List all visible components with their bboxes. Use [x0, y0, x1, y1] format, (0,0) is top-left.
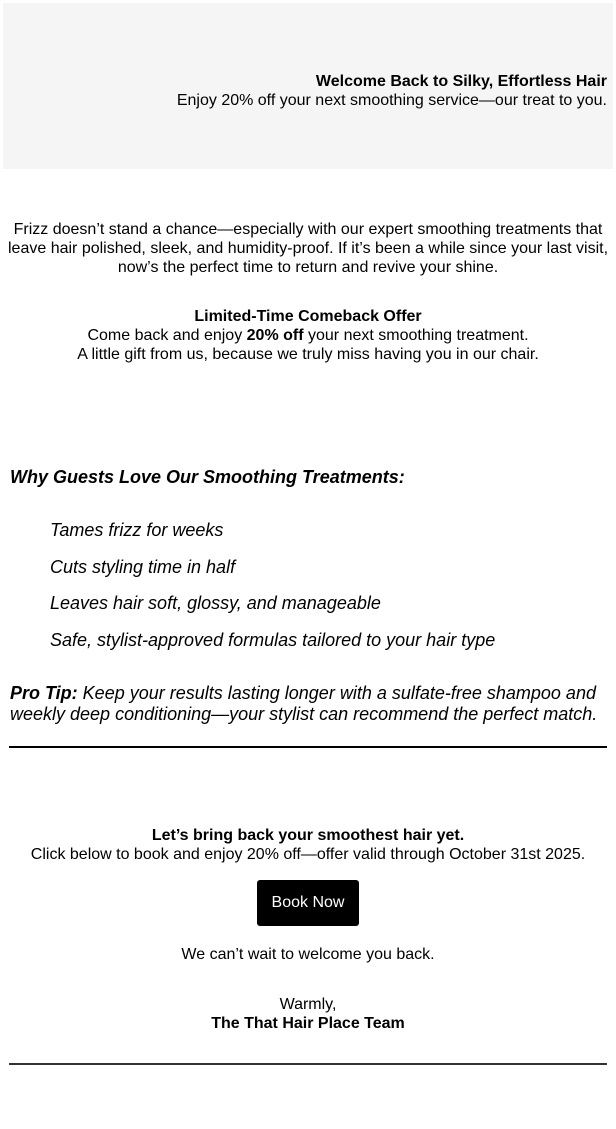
book-now-button[interactable]: Book Now: [257, 880, 359, 926]
benefit-item: Safe, stylist-approved formulas tailored to your hair type: [50, 629, 496, 650]
benefit-item: Tames frizz for weeks: [50, 520, 224, 540]
pro-tip-text: Keep your results lasting longer with a sulfate-free shampoo and weekly deep conditioning—your stylist can recommend the perfect match.: [10, 683, 598, 724]
intro-paragraph: Frizz doesn’t stand a chance—especially with our expert smoothing treatments that leave hair polished, sleek, and humidity-proof. If it’s been a while since your last visit, now’s the perfect time to return and revive your shine.: [8, 221, 609, 276]
offer-line-1-suffix: your next smoothing treatment.: [303, 327, 529, 344]
pro-tip-label: Pro Tip:: [10, 683, 78, 703]
hero-title: Welcome Back to Silky, Effortless Hair: [315, 73, 607, 90]
pro-tip: [10, 683, 606, 725]
offer-title: Limited-Time Comeback Offer: [194, 308, 422, 325]
signoff-team: The That Hair Place Team: [211, 1015, 405, 1032]
benefit-item: Leaves hair soft, glossy, and manageable: [50, 593, 381, 613]
offer-discount: 20% off: [246, 327, 304, 344]
offer-line-2: A little gift from us, because we truly miss having you in our chair.: [77, 346, 539, 363]
signoff: [8, 995, 608, 1033]
cta-section: [8, 826, 608, 864]
benefits-heading: Why Guests Love Our Smoothing Treatments:: [10, 467, 405, 487]
offer-section: [8, 307, 608, 364]
offer-line-1-prefix: Come back and enjoy: [87, 327, 247, 344]
divider-top: [9, 746, 607, 748]
closing-message: We can’t wait to welcome you back.: [181, 946, 435, 963]
offer-line-1: [8, 326, 608, 345]
hero-subtitle: Enjoy 20% off your next smoothing service—our treat to you.: [176, 92, 607, 109]
cta-title: Let’s bring back your smoothest hair yet.: [151, 827, 465, 844]
divider-bottom: [9, 1063, 607, 1065]
hero-banner: [3, 3, 613, 169]
signoff-greeting: Warmly,: [279, 996, 337, 1013]
benefit-item: Cuts styling time in half: [50, 556, 236, 577]
benefits-list: [50, 520, 495, 666]
cta-subtitle: Click below to book and enjoy 20% off—offer valid through October 31st 2025.: [30, 846, 586, 863]
hero-text: [177, 72, 607, 110]
